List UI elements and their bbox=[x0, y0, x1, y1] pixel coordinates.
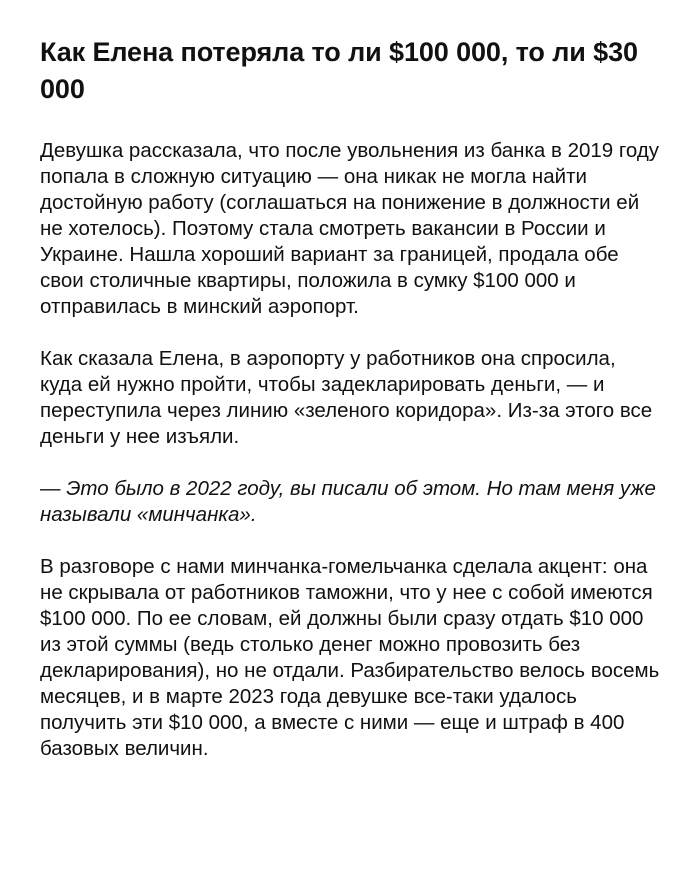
paragraph-2: Как сказала Елена, в аэропорту у работников она спросила, куда ей нужно пройти, чтобы задекларировать деньги, — и переступила через линию «зеленого коридора». Из-за этого все деньги у нее изъяли. bbox=[40, 347, 653, 448]
quote-text: Это было в 2022 году, вы писали об этом. Но там меня уже называли «минчанка». bbox=[40, 477, 656, 526]
paragraph-4: В разговоре с нами минчанка-гомельчанка сделала акцент: она не скрывала от работников таможни, что у нее с собой имеются $100 000. По ее словам, ей должны были сразу отдать $10 000 из этой суммы (ведь столько денег можно провозить без декларирования), но не отдали. Разбирательство велось восемь месяцев, и в марте 2023 года девушке все-таки удалось получить эти $10 000, а вместе с ними — еще и штраф в 400 базовых величин. bbox=[40, 555, 660, 760]
paragraph-1: Девушка рассказала, что после увольнения из банка в 2019 году попала в сложную ситуацию — она никак не могла найти достойную работу (соглашаться на понижение в должности ей не хотелось). Поэтому стала смотреть вакансии в России и Украине. Нашла хороший вариант за границей, продала обе свои столичные квартиры, положила в сумку $100 000 и отправилась в минский аэропорт. bbox=[40, 139, 660, 318]
quote-paragraph bbox=[40, 476, 660, 528]
quote-dash: — bbox=[40, 477, 61, 500]
article-title: Как Елена потеряла то ли $100 000, то ли $30 000 bbox=[40, 37, 638, 104]
